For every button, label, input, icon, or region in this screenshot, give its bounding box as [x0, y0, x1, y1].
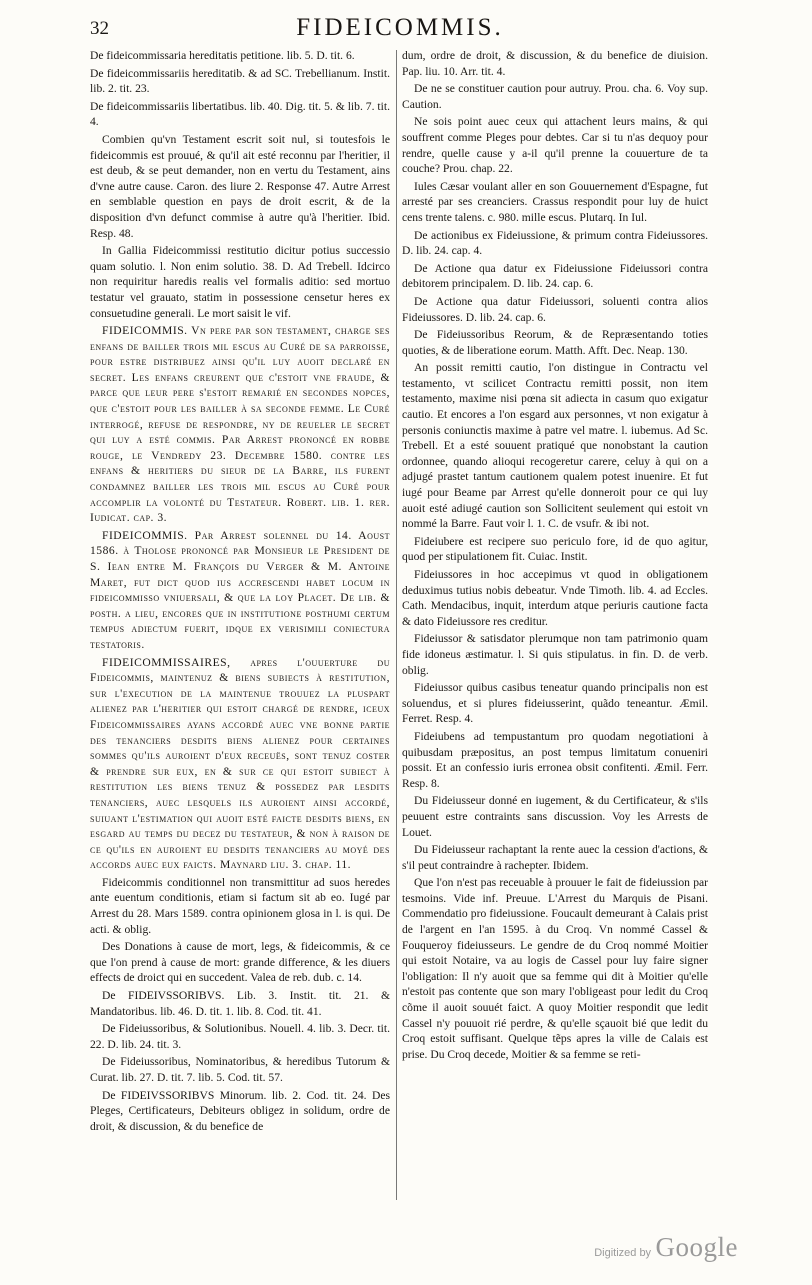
entry: Combien qu'vn Testament escrit soit nul, si toutesfois le fideicommis est prouué, & qu'il ait esté reconnu par l'heritier, il est deub, & se peut demander, non en vertu du Testament, ains d'vne autre cause. Caron. des liure 2. Response 47. Autre Arrest en semblable question en pays de droit escrit, & de la disposition d'vn defunct commise à autre qu'à l'heritier. Ibid. Resp. 48. — [90, 132, 390, 240]
entry: FIDEICOMMIS. Vn pere par son testament, charge ses enfans de bailler trois mil escus au Curé de sa parroisse, pour estre distribuez ainsi qu'il luy auoit declaré en secret. Les enfans creurent que c'estoit vne fraude, & parce que leur pere s'estoit remarié en secondes nopces, que c'estoit pour les bailler à sa seconde femme. Le Curé interrogé, refuse de respondre, ny de reueler le secret qui luy a esté commis. Par Arrest prononcé en robbe rouge, le Vendredy 23. Decembre 1580. contre les enfans & heritiers du sieur de la Barre, ils furent condamnez bailler les trois mil escus au Curé pour accomplir la volonté du Testateur. Robert. lib. 1. rer. Iudicat. cap. 3. — [90, 324, 390, 525]
entry: In Gallia Fideicommissi restitutio dicitur potius successio quam solutio. l. Non enim solutio. 38. D. Ad Trebell. Idcirco non requiritur haredis realis vel formalis aditio: sed mortuo testatur vel grauato, statim in possessione censetur heres ex consuetudine generali. Le mort saisit le vif. — [90, 244, 390, 320]
entry: De ne se constituer caution pour autruy. Prou. cha. 6. Voy sup. Caution. — [402, 82, 708, 111]
entry: Fideiussores in hoc accepimus vt quod in obligationem deduximus tutius nobis debeatur. Vnde Timoth. lib. 4. ad Eccles. Cath. Mendacibus, inquit, interdum atque periuris cautione facta & dato Fideiussore res creditur. — [402, 568, 708, 628]
entry: Fideicommis conditionnel non transmittitur ad suos heredes ante euentum conditionis, etiam si factum sit ab eo. Iugé par Arrest du 28. Mars 1589. contra opinionem glosa in l. is qui. De acti. & oblig. — [90, 875, 390, 936]
entry: dum, ordre de droit, & discussion, & du benefice de diuision. Pap. liu. 10. Arr. tit. 4. — [402, 49, 708, 78]
watermark-prefix: Digitized by — [594, 1247, 652, 1259]
entry: Des Donations à cause de mort, legs, & fideicommis, & ce que l'on prend à cause de mort: grande difference, & les diuers effects de droict qui en succedent. Valea de reb. dub. c. 14. — [90, 940, 390, 985]
entry: De actionibus ex Fideiussione, & primum contra Fideiussores. D. lib. 24. cap. 4. — [402, 228, 708, 258]
entry: Fideiussor quibus casibus teneatur quando principalis non est soluendus, et si plures fideiusserint, quãdo teneantur. Æmil. Ferret. Resp. 4. — [402, 681, 708, 726]
entry: Fideiubere est recipere suo periculo fore, id de quo agitur, quod per stipulationem fit. Cuiac. Instit. — [402, 534, 708, 564]
entry: De Actione qua datur ex Fideiussione Fideiussori contra debitorem principalem. D. lib. 24. cap. 6. — [402, 261, 708, 291]
page-number: 32 — [90, 18, 109, 39]
entry: Que l'on n'est pas receuable à prouuer le fait de fideiussion par tesmoins. Vide inf. Preuue. L'Arrest du Marquis de Pisani. Commendatio pro fideiussione. Foucault demeurant à Calais prist de l'argent en l'an 1595. à du Croq. Vn nommé Cassel & Fouqueroy fideiusseurs. Le gendre de du Croq nommé Moitier qui estoit Notaire, va au logis de Cassel pour luy faire signer l'obligation: Il n'y auoit que sa femme qui dit à Moitier qu'elle n'estoit pas contente que son mary l'obligeast pour ledit du Croq cõme il auoit souuét faict. A quoy Moitier respondit que ledit Cassel n'y pouuoit rié perdre, & qu'elle sçauoit bié que ledit du Croq estoit suffisant. Quelque tẽps apres la ville de Calais est prise. Du Croq decede, Moitier & sa femme se reti- — [402, 876, 708, 1061]
google-logo: Google — [655, 1232, 738, 1262]
left-column — [90, 48, 390, 1213]
entry: Iules Cæsar voulant aller en son Gouuernement d'Espagne, fut arresté par ses creanciers. Crassus respondit pour luy de huict cens trente talens. c. 980. mille escus. Plutarq. In Iul. — [402, 179, 708, 224]
entry: De fideicommissariis hereditatib. & ad SC. Trebellianum. Instit. lib. 2. tit. 23. — [90, 66, 390, 96]
entry: Du Fideiusseur donné en iugement, & du Certificateur, & s'ils peuuent estre contraints sans discussion. Voy les Arrests de Louet. — [402, 794, 708, 839]
entry: Fideiubens ad tempustantum pro quodam negotiationi à quibusdam præpositus, an post tempus limitatum conueniri possit. Et an confessio iuris erronea obsit confitenti. Æmil. Ferr. Resp. 8. — [402, 729, 708, 790]
digitized-watermark — [594, 1232, 738, 1263]
entry: De Fideiussoribus, & Solutionibus. Nouell. 4. lib. 3. Decr. tit. 22. D. lib. 24. tit. 3. — [90, 1022, 390, 1051]
entry: De Fideiussoribus, Nominatoribus, & heredibus Tutorum & Curat. lib. 27. D. tit. 7. lib. 5. Cod. tit. 57. — [90, 1055, 390, 1084]
entry: De fideicommissariis libertatibus. lib. 40. Dig. tit. 5. & lib. 7. tit. 4. — [90, 99, 390, 129]
entry: De FIDEIVSSORIBVS. Lib. 3. Instit. tit. 21. & Mandatoribus. lib. 46. D. tit. 1. lib. 8. Cod. tit. 41. — [90, 989, 390, 1018]
column-divider — [396, 50, 397, 1200]
entry: An possit remitti cautio, l'on distingue in Contractu vel testamento, vt scilicet Contractu remitti possit, non item testamento, maxime nisi pœna sit adiecta in casum quo exigatur cautio. Et encores a l'on esgard aux personnes, vt non exigatur à personis coniunctis maxime à patre vel matre. l. iubemus. Ad Sc. Trebell. Et a esté souuent pratiqué que nonobstant la caution ordonnee, quando alioqui recogeretur carere, celuy à qui on a adjugé prastet tantum cautionem qualem potest inuenire. Et fut iugé pour Beame par Arrest qu'elle donneroit pour ce qui luy auoit esté adiugé caution son Sollicitent seulement qui estoit vn nommé la Barre. Faut voir l. 1. C. de vsufr. & ibi not. — [402, 361, 708, 531]
page-header — [90, 14, 710, 48]
entry: FIDEICOMMISSAIRES, apres l'ouuerture du Fideicommis, maintenuz & biens subiects à restitution, sur l'execution de la maintenue trouuez la pluspart alienez par l'heritier qui estoit chargé de rendre, iceux Fideicommissaires ayans accordé auec vne bonne partie des tenanciers desdits biens alienez pour certaines sommes qu'ils auroient d'eux receuës, sont tenuz coster & prendre sur eux, en & sur ce qui estoit subiect à restitution les biens tenuz & possedez par lesdits tenanciers, auec lesquels ils auroient ainsi accordé, suiuant l'estimation qui auoit esté faicte desdits biens, en esgard au temps du decez du testateur, & non à raison de ce qu'ils en auroient eu desdits tenanciers au moyé des accords auec eux faicts. Maynard liu. 3. chap. 11. — [90, 655, 390, 872]
entry: Du Fideiusseur rachaptant la rente auec la cession d'actions, & s'il peut contraindre à rachepter. Ibidem. — [402, 843, 708, 872]
right-column — [402, 48, 708, 1213]
entry: De FIDEIVSSORIBVS Minorum. lib. 2. Cod. tit. 24. Des Pleges, Certificateurs, Debiteurs obligez in solidum, ordre de droit, & discussion, & du benefice de — [90, 1088, 390, 1133]
entry: Ne sois point auec ceux qui attachent leurs mains, & qui souffrent comme Pleges pour debtes. Car si tu n'as dequoy pour rendre, quelle cause y a-il qu'il prenne la couuerture de ta couche? Prou. chap. 22. — [402, 115, 708, 176]
entry: De Actione qua datur Fideiussori, soluenti contra alios Fideiussores. D. lib. 24. cap. 6. — [402, 294, 708, 324]
entry: FIDEICOMMIS. Par Arrest solennel du 14. Aoust 1586. à Tholose prononcé par Monsieur le President de S. Iean entre M. François du Verger & M. Antoine Maret, fut dict quod ius accrescendi habet locum in fideicommisso vniuersali, & que la loy Placet. De lib. & posth. a lieu, encores que in institutione posthumi certum tempus adiectum fuerit, idque ex verisimili coniectura testatoris. — [90, 528, 390, 651]
running-title: FIDEICOMMIS. — [296, 14, 504, 41]
entry: De Fideiussoribus Reorum, & de Repræsentando toties quoties, & de liberatione eorum. Matth. Afft. Dec. Neap. 130. — [402, 328, 708, 357]
entry: Fideiussor & satisdator plerumque non tam patrimonio quam fide idoneus æstimatur. l. Si quis stipulatus. in fin. D. de verb. oblig. — [402, 632, 708, 677]
entry: De fideicommissaria hereditatis petitione. lib. 5. D. tit. 6. — [90, 49, 355, 62]
